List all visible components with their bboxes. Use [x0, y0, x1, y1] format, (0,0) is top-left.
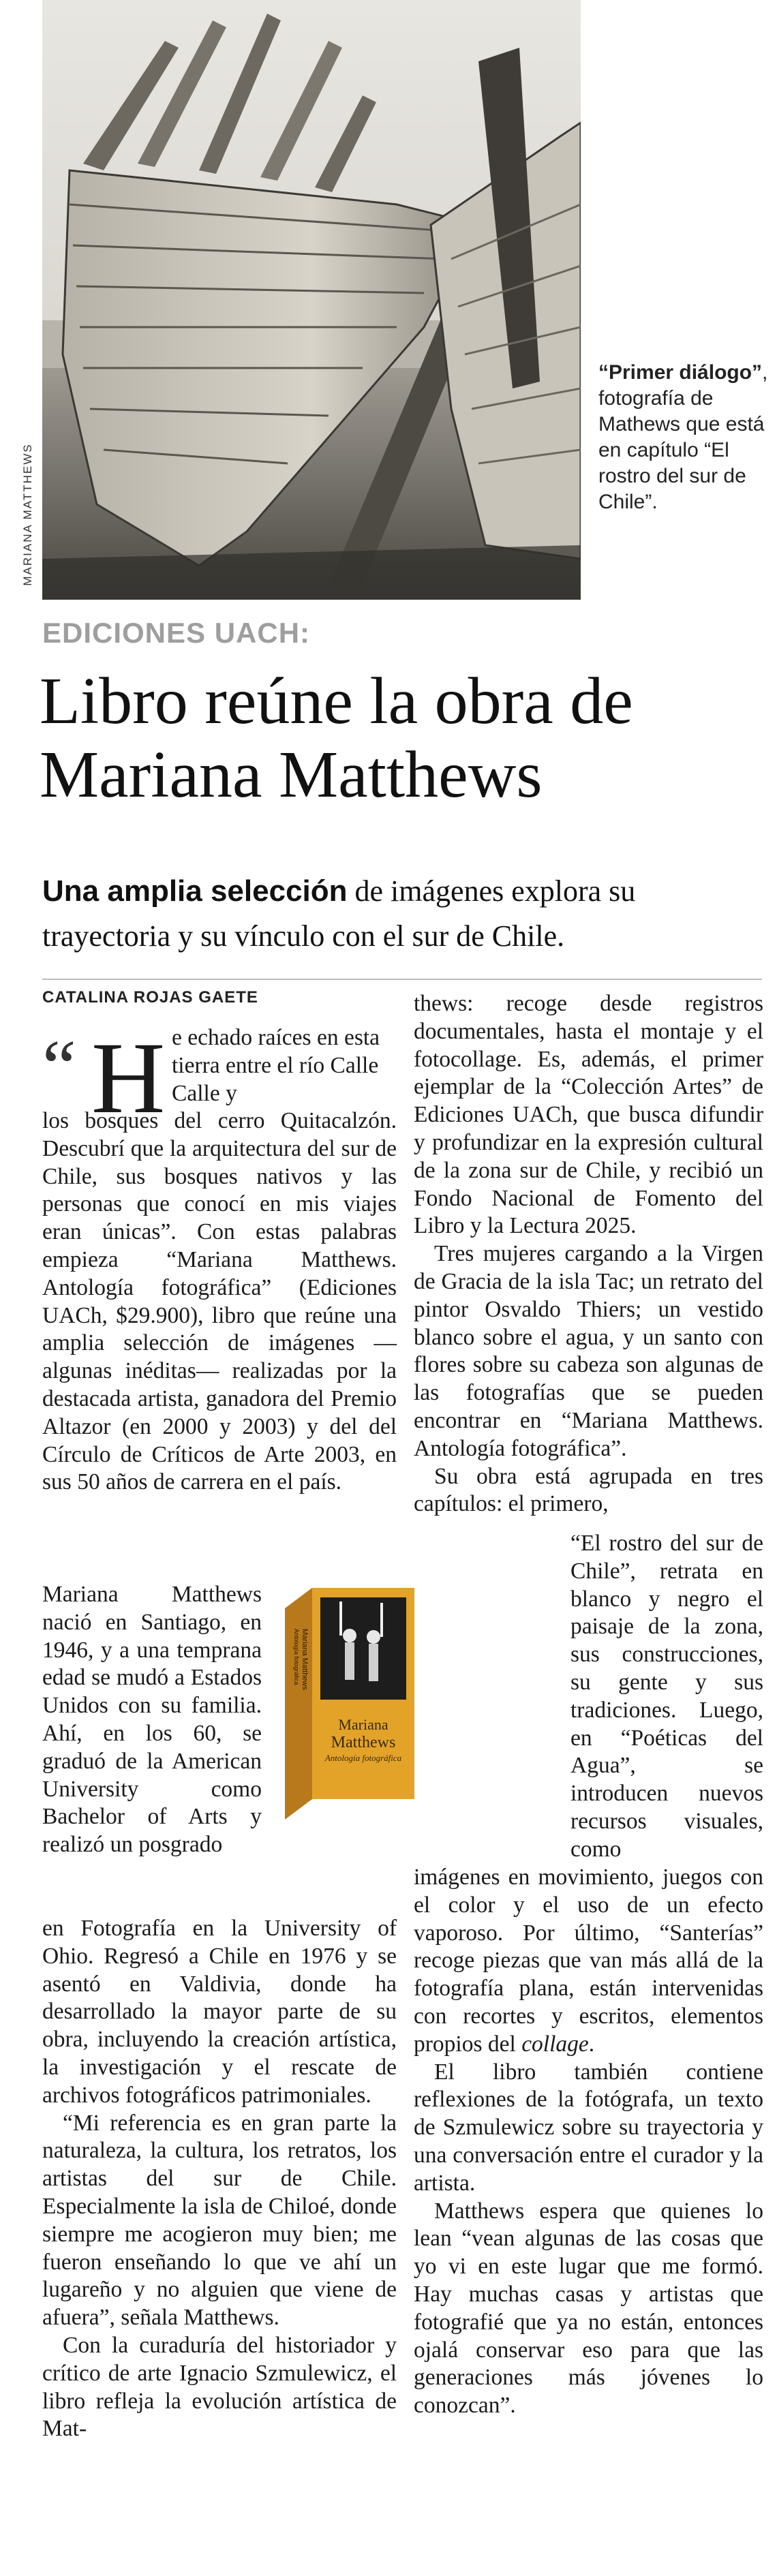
col2-paragraph-3c: imágenes en movimiento, juegos con el color y el uso de un efecto vaporoso. Por último, “Santerías” recoge piezas que van más allá de la fotografía plana, están intervenidas con recortes y escritos, elementos propios del	[414, 1865, 763, 2057]
column-2-bottom	[414, 1864, 763, 2420]
lead-first-lines: e echado raíces en esta tierra entre el río Calle Calle y	[172, 1025, 380, 1106]
column-1-narrow	[42, 1581, 262, 1859]
paragraph-4: Con la curaduría del historiador y crítico de arte Ignacio Szmulewicz, el libro refleja la evolución artística de Mat-	[42, 2332, 397, 2442]
deck-bold: Una amplia selección	[42, 874, 348, 908]
caption-text: , fotografía de Mathews que está en capítulo “El rostro del sur de Chile”.	[598, 361, 768, 513]
byline: CATALINA ROJAS GAETE	[42, 988, 258, 1007]
headline: Libro reúne la obra de Mariana Matthews	[40, 664, 633, 812]
kicker: EDICIONES UACH:	[42, 617, 311, 649]
col2-paragraph-5: Matthews espera que quienes lo lean “vean algunas de las cosas que yo vi en este lugar que me formó. Hay muchas casas y artistas que fotografié que ya no están, entonces ojalá conservar eso para que las generaciones más jóvenes lo conozcan”.	[414, 2198, 763, 2419]
deck-text: de imágenes explora su trayectoria y su vínculo con el sur de Chile.	[42, 874, 636, 953]
book-spine-title: Mariana Matthews	[301, 1629, 309, 1690]
book-cover-image	[285, 1588, 414, 1820]
divider	[42, 979, 762, 980]
column-2-narrow	[570, 1530, 763, 1864]
book-subtitle: Antología fotográfica	[324, 1753, 402, 1763]
paragraph-2-wide: en Fotografía en la University of Ohio. Regresó a Chile en 1976 y se asentó en Valdivia, donde ha desarrollado la mayor parte de su obra, incluyendo la creación artística, la investigación y el rescate de archivos fotográficos patrimoniales.	[42, 1916, 397, 2108]
paragraph-2-narrow: Mariana Matthews nació en Santiago, en 1946, y a una temprana edad se mudó a Estados Unidos con su familia. Ahí, en los 60, se graduó de la American University como Bachelor of Arts y realizó un posgrado	[42, 1582, 262, 1858]
collage-word: collage	[521, 2031, 589, 2057]
col2-paragraph-3a: Su obra está agrupada en tres capítulos: el primero,	[414, 1463, 763, 1517]
photo-caption	[598, 360, 769, 515]
col2-paragraph-1: thews: recoge desde registros documentales, hasta el montaje y el fotocollage. Es, además, el primer ejemplar de la “Colección Artes” de Ediciones UACh, que busca difundir y profundizar en la expresión cultural de la zona sur de Chile, y recibió un Fondo Nacional de Fomento del Libro y la Lectura 2025.	[414, 991, 763, 1239]
deck	[42, 869, 765, 959]
col2-paragraph-3-end: .	[588, 2031, 595, 2057]
paragraph-3: “Mi referencia es en gran parte la naturaleza, la cultura, los retratos, los artistas del sur de Chile. Especialmente la isla de Chiloé, donde siempre me acogieron muy bien; me fueron enseñando lo que ve ahí un lugareño y no alguien que viene de afuera”, señala Matthews.	[42, 2110, 397, 2331]
drop-cap: H	[91, 1022, 166, 1135]
hero-photo	[42, 0, 581, 600]
photo-credit-text: MARIANA MATTHEWS	[21, 443, 34, 586]
column-2-top	[414, 990, 763, 1518]
opening-quote: “	[42, 1025, 76, 1109]
col2-paragraph-2: Tres mujeres cargando a la Virgen de Gracia de la isla Tac; un retrato del pintor Osvaldo Thiers; un vestido blanco sobre el agua, y un santo con flores sobre su cabeza son algunas de las fotografías que se pueden encontrar en “Mariana Matthews. Antología fotográfica”.	[414, 1241, 763, 1461]
paragraph-1: los bosques del cerro Quitacalzón. Descubrí que la arquitectura del sur de Chile, sus bosques nativos y las personas que conocí en mis viajes eran únicas”. Con estas palabras empieza “Mariana Matthews. Antología fotográfica” (Ediciones UACh, $29.900), libro que reúne una amplia selección de imágenes —algunas inéditas— realizadas por la destacada artista, ganadora del Premio Altazor (en 2000 y 2003) y del del Círculo de Críticos de Arte 2003, en sus 50 años de carrera en el país.	[42, 1108, 397, 1495]
book-cover	[285, 1588, 414, 1820]
book-title-line2: Matthews	[331, 1734, 396, 1751]
column-1-top	[42, 1107, 397, 1497]
col2-paragraph-3b: “El rostro del sur de Chile”, retrata en blanco y negro el paisaje de la zona, sus construcciones, su gente y sus tradiciones. Luego, en “Poéticas del Agua”, se introducen nuevos recursos visuales, como	[570, 1531, 763, 1862]
caption-title: “Primer diálogo”	[598, 361, 763, 384]
book-title-line1: Mariana	[338, 1716, 388, 1733]
column-1-bottom	[42, 1915, 397, 2443]
photo-credit	[18, 429, 38, 600]
shipwreck-image	[42, 0, 581, 600]
book-spine-subtitle: Antología fotográfica	[293, 1629, 300, 1685]
col2-paragraph-4: El libro también contiene reflexiones de la fotógrafa, un texto de Szmulewicz sobre su trayectoria y una conversación entre el curador y la artista.	[414, 2059, 763, 2196]
